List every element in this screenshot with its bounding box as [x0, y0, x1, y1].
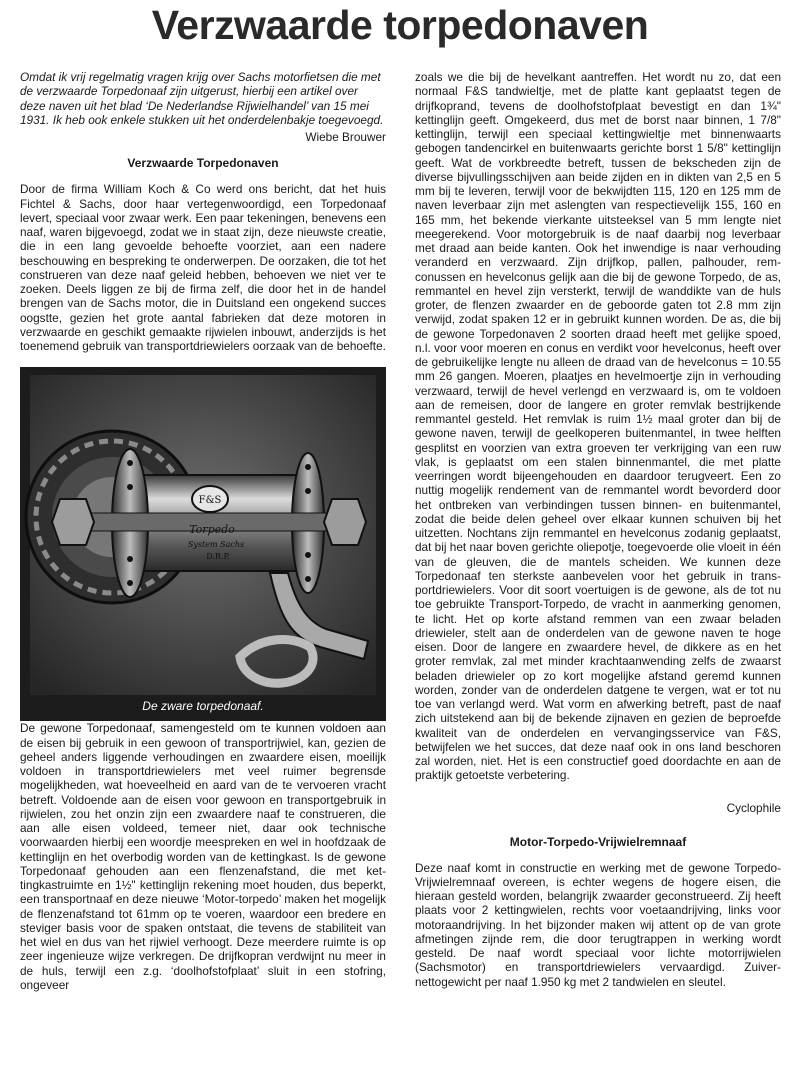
hub-text-line1: Torpedo	[189, 523, 235, 537]
article-paragraph-3: zoals we die bij de hevelkant aantreffen. Het wordt nu zo, dat een normaal F&S tandwieltje, met de platte kant geplaatst tegen de drijfkoprand, tevens de doolhofstofplaat bevestigt en dan 1¾" kettinglijn geeft. Omgekeerd, dus met de borst naar binnen, 1 7/8" kettinglijn, terwijl een speciaal kettingwieltje met binnenwaarts gebogen tandencirkel en buitenwaarts gerichte borst 1 5/8" kettinglijn geeft. Wat de vorkbreedte betreft, tussen de bekscheden zijn de diverse bijvullingsschijven aan beide zijden en in dikten van 2,5 en 5 mm bij te leveren, terwijl voor de bekwijdten 115, 120 en 125 mm de naven leverbaar zijn met aslengten van respectievelijk 155, 160 en 165 mm, het bekende vierkante uitsteeksel van 5 mm lengte niet meegerekend. Voor motorgebruik is de naaf daarbij nog leverbaar met draad aan beide kanten. Ook het inwendige is naar verhouding veranderd en verzwaard. Zijn drijfkop, pallen, palhouder, remconussen en hevelconus gelijk aan die bij de gewone Torpedo, de as, remmantel en hevel zijn versterkt, terwijl de wanddikte van de huls groter, de flenzen zwaarder en de geboorde gaten tot 2.8 mm zijn verwijd, zodat spaken 12 er in gebruikt kunnen worden. De as, die bij de gewone Torpedonaven 2 soorten draad heeft met gelijke spoed, n.l. voor voor moeren en conus en verdikt voor hevelconus, heeft over de gebruikelijke lengte nu alleen de draad van de hevelconus = 10.55 mm 26 gangen. Moeren, plaatjes en hevelmoertje zijn in verhouding verzwaard, terwijl de hevel verlengd en verzwaard is, om te voldoen aan de remeisen, door de langere en groter remvlak bestrijkende remmantel gesteld. Het remvlak is ruim 1½ maal groter dan bij de gewone naven, terwijl de geelkoperen buitenmantel, in twee helften gesplitst en voorzien van extra groeven ter verkrijging van een ruw vlak, is geplaatst om een stalen binnenmantel, die met platte veerringen wordt bijeengehouden en daardoor terugveert. Een zo nuttig mogelijk rendement van de remmantel wordt bevorderd door het ontbreken van verbindingen tussen binnen- en buitenmantel, zodat die beide delen geheel over elkaar kunnen schuiven bij het uitzetten. Nochtans zijn remmantel en hevelconus zodanig geplaatst, dat bij het naar boven gerichte oliepotje, toegevoerde olie vloeit in één van de gleuven, die de mantels scheiden. We kunnen deze Torpedonaaf ten sterkste aanbevelen voor het gebruik in transportdriewielers. Voor dit soort voertuigen is de gewone, als de tot nu toe gebruikte Transport-Torpedo, de vracht in aanmerking genomen, te licht. Het op korte afstand remmen van een zwaar beladen driewieler, stelt aan de onderdelen van de gewone naven te hoge eisen. Door de langere en zwaardere hevel, de dikkere as en het groter remvlak, zal met minder krachtaanwending zelfs de zwaarst beladen driewieler op zo kort mogelijke afstand geremd kunnen worden, zonder van de onderdelen datgene te vergen, wat er tot nu toe van verlangd werd. Wat vorm en afwerking betreft, past de naaf zich uitstekend aan bij de bekende zijnaven en gezien de beproefde kwaliteit van de onderdelen en vervangingsservice van F&S, betwijfelen we het succes, dat deze naaf ook in ons land beschoren zal worden, niet. Het is een constructief goed doordachte en aan de praktijk getoetste verbetering.	[415, 70, 781, 783]
hub-photo	[20, 367, 386, 721]
figure-caption: De zware torpedonaaf.	[142, 699, 264, 714]
hub-text-line2: System Sachs	[187, 540, 245, 550]
intro-paragraph: Omdat ik vrij regelmatig vragen krijg over Sachs motorfietsen die met de verzwaarde Torpedonaaf zijn uitgerust, hierbij een artikel over deze naven uit het blad ‘De Nederlandse Rijwielhandel’ van 15 mei 1931. Ik heb ook enkele stukken uit het onderdelenbakje toegevoegd.	[20, 70, 384, 127]
section-heading: Verzwaarde Torpedonaven	[127, 156, 279, 171]
intro-author: Wiebe Brouwer	[305, 130, 386, 144]
section-heading-2: Motor-Torpedo-Vrijwielremnaaf	[509, 834, 687, 849]
left-column	[20, 70, 386, 992]
hub-text-line3: D.R.P.	[206, 552, 230, 562]
section2-paragraph: Deze naaf komt in constructie en werking met de gewone Torpedo-Vrijwielremnaaf overeen, is echter wegens de hogere eisen, die hieraan gesteld worden, belangrijk zwaarder geconstrueerd. Zij heeft plaats voor 2 kettingwielen, rechts voor voetaandrijving, links voor motoraandrijving. In het bijzonder maken wij attent op de van grote afmetingen zijnde rem, die door terugtrappen in werking wordt gesteld. De naaf wordt speciaal voor lichte motorrijwielen (Sachsmotor) en transportdriewielers vervaardigd. Zuiver-nettogewicht per naaf 1.950 kg met 2 tandwielen en sleutel.	[415, 860, 781, 989]
article-paragraph-2: De gewone Torpedonaaf, samengesteld om te kunnen voldoen aan de eisen bij gebruik in een gewoon of transportrijwiel, kan, gezien de geheel anders liggende verhoudingen en zwaardere eisen, moeilijk voldoen in transportdriewielers met veel ruimer begrensde mogelijkheden, wat hoeveelheid en aard van de te vervoeren vracht betreft. Voldoende aan de eisen voor gewoon en transportgebruik in rijwielen, zou het onzin zijn een zwaardere naaf te construeren, die aan alle eisen voldeed, temeer niet, daar ook technische voorwaarden hierbij een woordje meespreken en wel in hoofdzaak de kettinglijn en het overbodig worden van de kettingkast. Is de gewone Torpedonaaf gehouden aan een flenzenafstand, die met kettingkastruimte en 1½" kettinglijn rekening moet houden, dus beperkt, een transportnaaf en deze nieuwe ‘Motor-torpedo’ maken het mogelijk de flenzenafstand tot 61mm op te voeren, waardoor een bredere en steviger basis voor de spaken ontstaat, die tevens de stabiliteit van het wiel en dus van het rijwiel verhoogt. Deze meerdere ruimte is op zeer ingenieuze wijze verkregen. De drijfkopran verdwijnt nu meer in de huls, terwijl een z.g. ‘doolhofstofplaat’ sluit in een stofring, ongeveer	[20, 721, 386, 992]
right-column	[415, 70, 781, 989]
right-nut-icon	[324, 499, 366, 545]
article-paragraph-1: Door de firma William Koch & Co werd ons bericht, dat het huis Fichtel & Sachs, door haar vertegenwoordigd, een Torpedonaaf levert, speciaal voor zwaar werk. Een paar tekeningen, benevens een naaf, waren bijgevoegd, zodat we in staat zijn, deze nieuwste creatie, die in een lang gevoelde behoefte voorziet, aan een nadere beschouwing en bespreking te onderwerpen. De oorzaken, die tot het construeren van deze naaf geleid hebben, behoeven we niet ver te zoeken. Deels liggen ze bij de firma zelf, die door het in de handel brengen van de Sachs motor, die in Duitsland een ongekend succes oogstte, gezien het grote aantal fabrieken dat deze motoren in verzwaarde en geschikt gemaakte rijwielen inbouwt, anderzijds is het toenemend gebruik van transportdriewielers oorzaak van de behoefte.	[20, 182, 386, 353]
torpedo-hub-illustration	[20, 367, 386, 721]
hub-logo-mark: F&S	[198, 495, 222, 507]
left-nut-icon	[52, 499, 94, 545]
page-title: Verzwaarde torpedonaven	[151, 2, 649, 48]
article-signature: Cyclophile	[726, 800, 781, 815]
